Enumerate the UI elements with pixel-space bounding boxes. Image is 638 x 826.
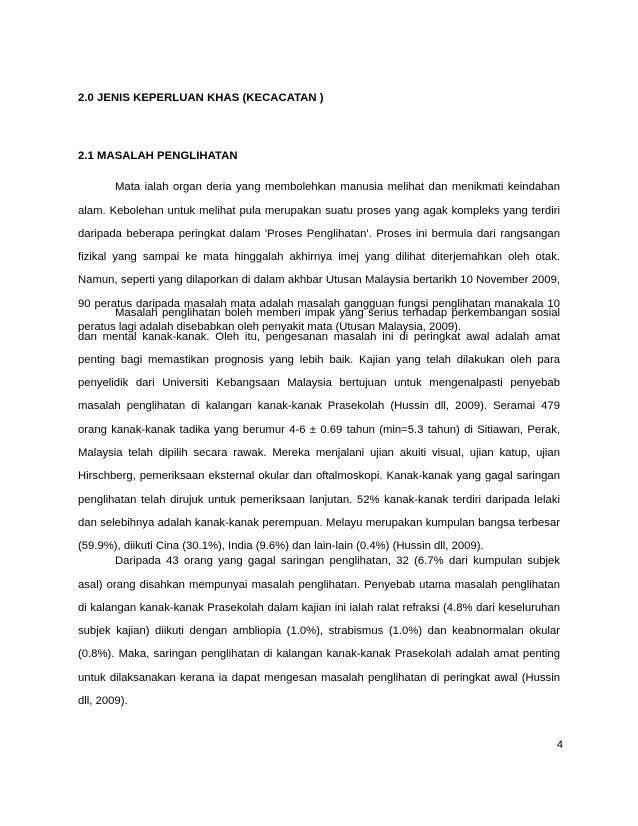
paragraph-1: Mata ialah organ deria yang membolehkan manusia melihat dan menikmati keindahan alam. Kebolehan untuk melihat pula merupakan suatu proses yang agak kompleks yang terdiri daripada beberapa peringkat dalam 'Proses Penglihatan'. Proses ini bermula dari rangsangan fizikal yang sampai ke mata hinggalah akhirnya imej yang dilihat diterjemahkan oleh otak. Namun, seperti yang dilaporkan di dalam akhbar Utusan Malaysia bertarikh 10 November 2009, 90 peratus daripada masalah mata adalah masalah gangguan fungsi penglihatan manakala 10 peratus lagi adalah disebabkan oleh penyakit mata (Utusan Malaysia, 2009). (78, 181, 560, 334)
paragraph-2: Masalah penglihatan boleh memberi impak yang serius terhadap perkembangan sosial dan mental kanak-kanak. Oleh itu, pengesanan masalah ini di peringkat awal adalah amat penting bagi memastikan prognosis yang lebih baik. Kajian yang telah dilakukan oleh para penyelidik dari Universiti Kebangsaan Malaysia bertujuan untuk mengenalpasti penyebab masalah penglihatan di kalangan kanak-kanak Prasekolah (Hussin dll, 2009). Seramai 479 orang kanak-kanak tadika yang berumur 4-6 ± 0.69 tahun (min=5.3 tahun) di Sitiawan, Perak, Malaysia telah dipilih secara rawak. Mereka menjalani ujian akuiti visual, ujian katup, ujian Hirschberg, pemeriksaan eksternal okular dan oftalmoskopi. Kanak-kanak yang gagal saringan penglihatan telah dirujuk untuk pemeriksaan lanjutan. 52% kanak-kanak terdiri daripada lelaki dan selebihnya adalah kanak-kanak perempuan. Melayu merupakan kumpulan bangsa terbesar (59.9%), diikuti Cina (30.1%), India (9.6%) dan lain-lain (0.4%) (Hussin dll, 2009). (78, 307, 560, 553)
page-number: 4 (556, 739, 563, 751)
paragraph-3: Daripada 43 orang yang gagal saringan penglihatan, 32 (6.7% dari kumpulan subjek asal) orang disahkan mempunyai masalah penglihatan. Penyebab utama masalah penglihatan di kalangan kanak-kanak Prasekolah dalam kajian ini ialah ralat refraksi (4.8% dari keseluruhan subjek kajian) diikuti dengan ambliopia (1.0%), strabismus (1.0%) dan keabnormalan okular (0.8%). Maka, saringan penglihatan di kalangan kanak-kanak Prasekolah adalah amat penting untuk dilaksanakan kerana ia dapat mengesan masalah penglihatan di peringkat awal (Hussin dll, 2009). (78, 555, 560, 708)
subsection-heading: 2.1 MASALAH PENGLIHATAN (78, 150, 238, 162)
section-heading: 2.0 JENIS KEPERLUAN KHAS (KECACATAN ) (78, 92, 324, 104)
